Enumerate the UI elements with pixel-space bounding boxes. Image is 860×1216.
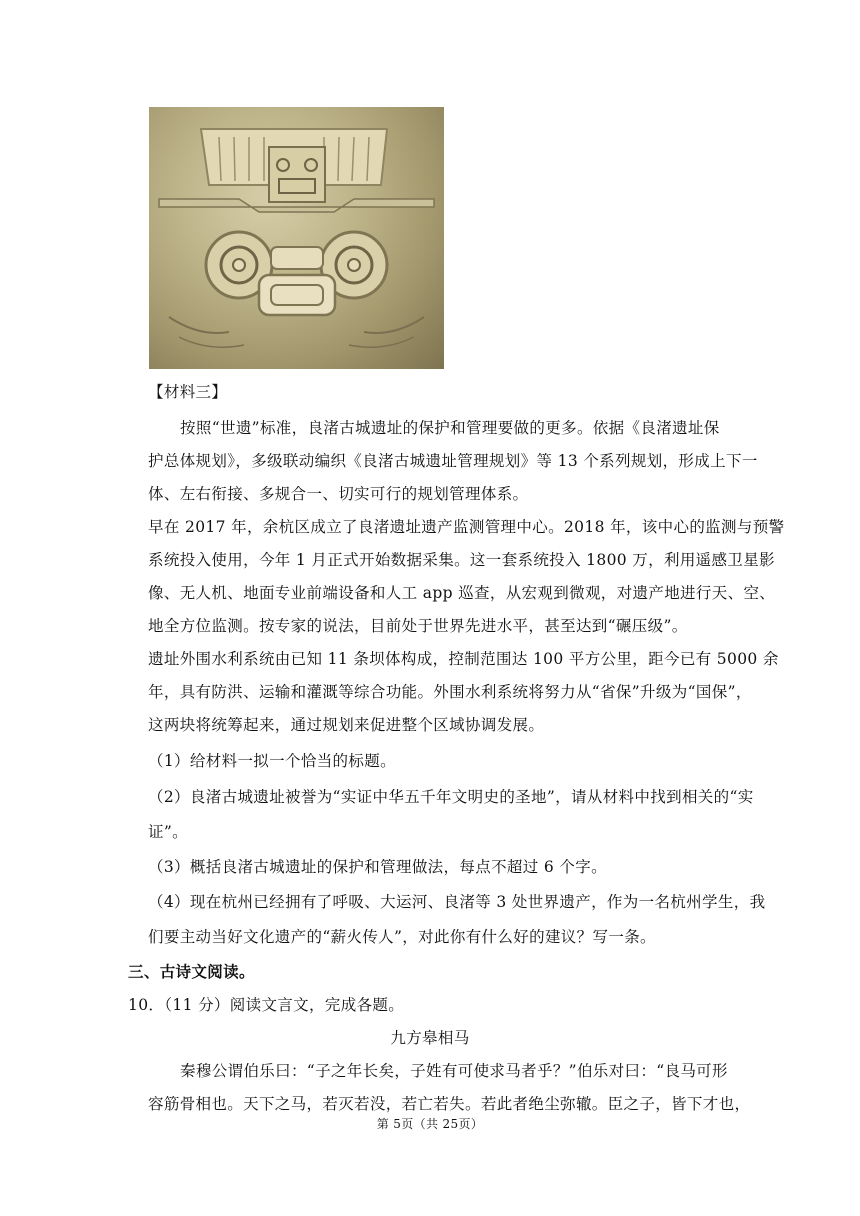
question-4-line1: （4）现在杭州已经拥有了呼吸、大运河、良渚等 3 处世界遗产，作为一名杭州学生，我	[148, 893, 766, 911]
passage-title: 九方皋相马	[390, 1029, 470, 1047]
para1-line1: 按照“世遗”标准，良渚古城遗址的保护和管理要做的更多。依据《良渚遗址保	[180, 419, 720, 437]
section-3-heading: 三、古诗文阅读。	[128, 962, 255, 981]
material3-label: 【材料三】	[148, 383, 228, 401]
para1-line2: 护总体规划》，多级联动编织《良渚古城遗址管理规划》等 13 个系列规划，形成上下一	[148, 452, 758, 470]
question-2-line2: 证”。	[148, 823, 188, 841]
para1-line3: 体、左右衔接、多规合一、切实可行的规划管理体系。	[148, 485, 529, 503]
page-footer: 第 5页（共 25页）	[376, 1117, 484, 1131]
para2-line4: 地全方位监测。按专家的说法，目前处于世界先进水平，甚至达到“碾压级”。	[148, 617, 688, 635]
jade-mask-icon	[149, 107, 444, 369]
question-3: （3）概括良渚古城遗址的保护和管理做法，每点不超过 6 个字。	[148, 858, 607, 876]
passage-line2: 容筋骨相也。天下之马，若灭若没，若亡若失。若此者绝尘弥辙。臣之子，皆下才也，	[148, 1095, 751, 1113]
para2-line3: 像、无人机、地面专业前端设备和人工 app 巡查，从宏观到微观，对遗产地进行天、空、	[148, 584, 776, 602]
para3-line2: 年，具有防洪、运输和灌溉等综合功能。外围水利系统将努力从“省保”升级为“国保”，	[148, 683, 752, 701]
para2-line1: 早在 2017 年，余杭区成立了良渚遗址遗产监测管理中心。2018 年，该中心的监测与预警	[148, 518, 785, 536]
question-10: 10．（11 分）阅读文言文，完成各题。	[128, 996, 405, 1014]
para3-line1: 遗址外围水利系统由已知 11 条坝体构成，控制范围达 100 平方公里，距今已有 5000 余	[148, 650, 779, 668]
question-1: （1）给材料一拟一个恰当的标题。	[148, 752, 396, 770]
question-2-line1: （2）良渚古城遗址被誉为“实证中华五千年文明史的圣地”，请从材料中找到相关的“实	[148, 788, 754, 806]
passage-line1: 秦穆公谓伯乐曰：“子之年长矣，子姓有可使求马者乎？”伯乐对曰：“良马可形	[180, 1062, 728, 1080]
para2-line2: 系统投入使用，今年 1 月正式开始数据采集。这一套系统投入 1800 万，利用遥感卫星影	[148, 551, 775, 569]
jade-cong-mask-image	[149, 107, 444, 369]
para3-line3: 这两块将统筹起来，通过规划来促进整个区域协调发展。	[148, 716, 545, 734]
question-4-line2: 们要主动当好文化遗产的“薪火传人”，对此你有什么好的建议？写一条。	[148, 928, 656, 946]
